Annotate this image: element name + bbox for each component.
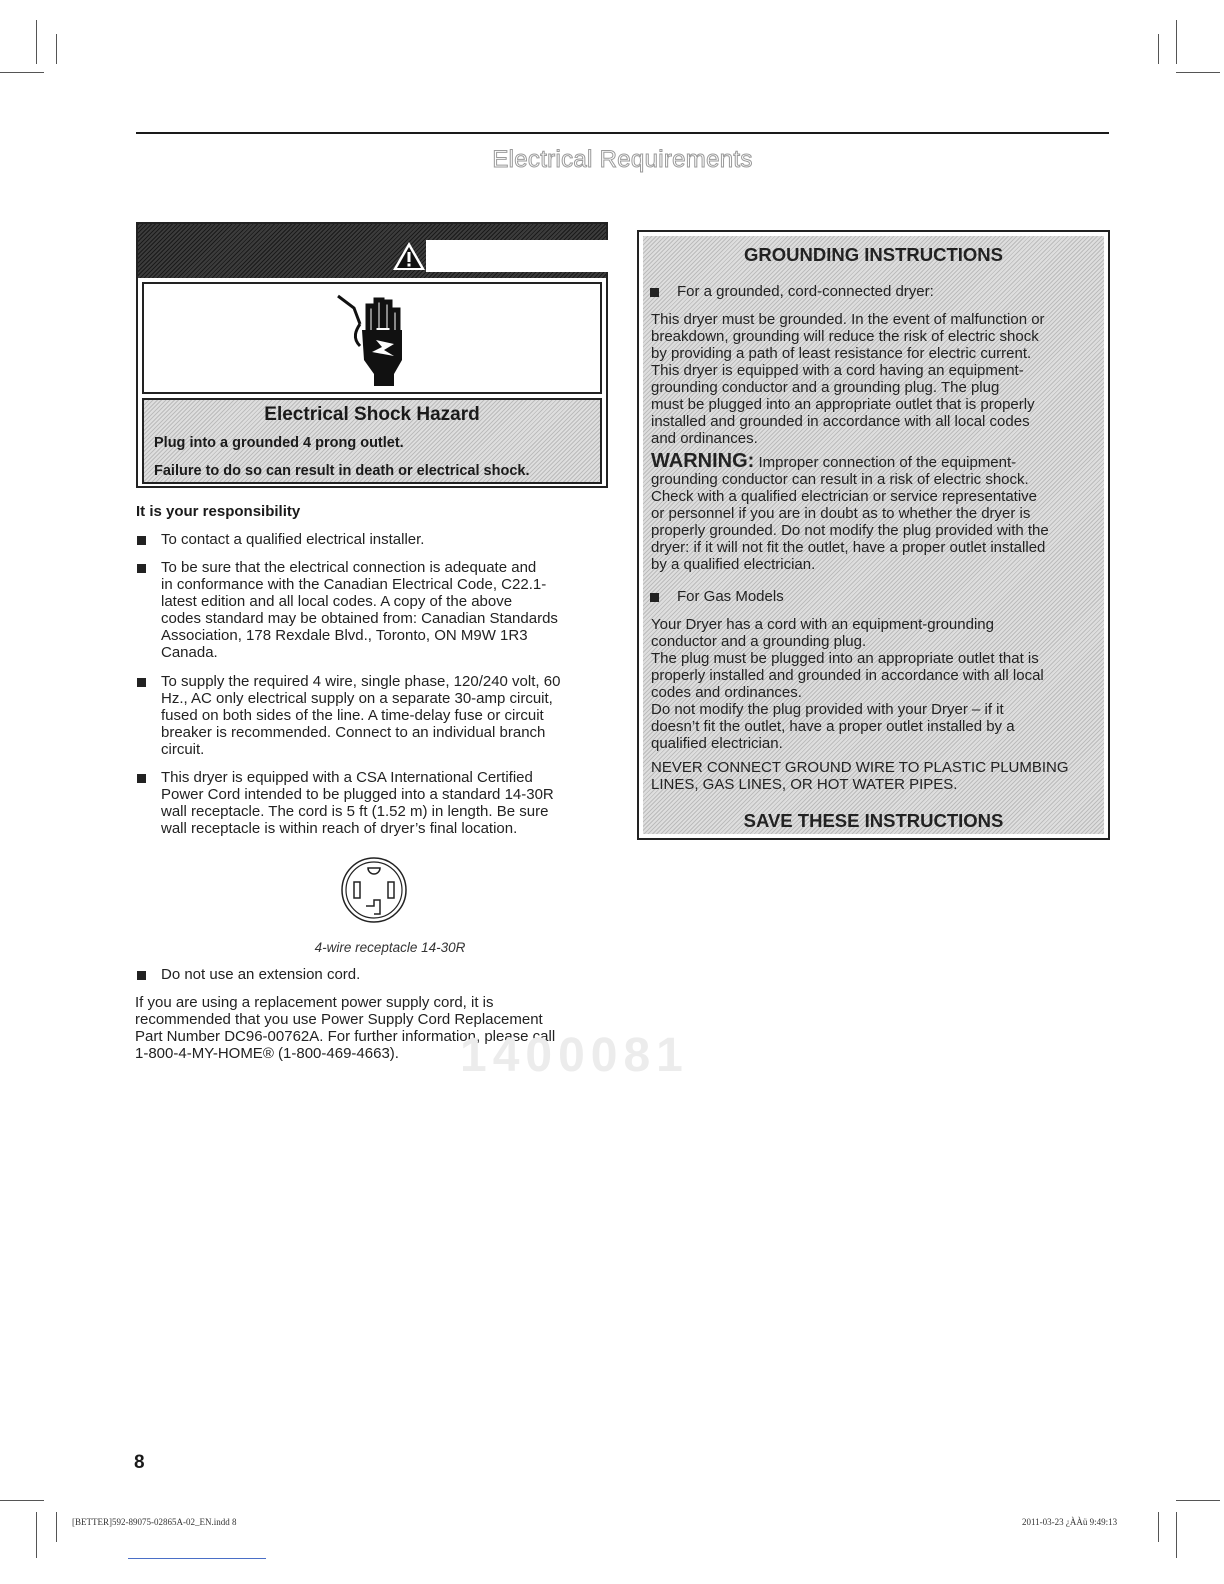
crop-mark — [1158, 34, 1159, 64]
warning-triangle-icon — [392, 240, 426, 272]
grounding-warning — [651, 450, 1049, 573]
resp-item-4 — [161, 769, 554, 837]
hand-shock-icon — [332, 290, 418, 388]
text-line: latest edition and all local codes. A copy of the above — [161, 593, 513, 610]
crop-mark — [56, 1512, 57, 1542]
text-line: Part Number DC96-00762A. For further information, please call — [135, 1028, 556, 1045]
text-line: Canada. — [161, 644, 218, 661]
text-line: qualified electrician. — [651, 735, 783, 752]
faint-watermark: 1400081 — [460, 1029, 689, 1082]
responsibility-heading: It is your responsibility — [136, 503, 301, 520]
top-rule — [136, 132, 1109, 134]
text-line: NEVER CONNECT GROUND WIRE TO PLASTIC PLUMBING — [651, 759, 1069, 776]
text-line: grounding conductor and a grounding plug. The plug — [651, 379, 1000, 396]
hazard-line-1: Plug into a grounded 4 prong outlet. — [154, 435, 404, 451]
warning-box — [136, 222, 608, 488]
text-line: installed and grounded in accordance with all local codes — [651, 413, 1030, 430]
text-line: This dryer is equipped with a cord having an equipment- — [651, 362, 1024, 379]
text-line: codes standard may be obtained from: Canadian Standards — [161, 610, 558, 627]
crop-mark — [1176, 1512, 1177, 1558]
grounding-bullet-1: For a grounded, cord-connected dryer: — [677, 283, 934, 300]
footer-timestamp: 2011-03-23 ¿ÀÀü 9:49:13 — [1022, 1517, 1118, 1527]
crop-mark — [1176, 1500, 1220, 1501]
text-line: To supply the required 4 wire, single phase, 120/240 volt, 60 — [161, 673, 561, 690]
hazard-line-2: Failure to do so can result in death or electrical shock. — [154, 463, 530, 479]
text-line: LINES, GAS LINES, OR HOT WATER PIPES. — [651, 776, 958, 793]
text-line: in conformance with the Canadian Electrical Code, C22.1- — [161, 576, 547, 593]
text-line: doesn’t fit the outlet, have a proper outlet installed by a — [651, 718, 1015, 735]
grounding-bullet-2: For Gas Models — [677, 588, 784, 605]
footer-file-name: [BETTER]592-89075-02865A-02_EN.indd 8 — [72, 1517, 237, 1527]
text-line: wall receptacle is within reach of dryer’s final location. — [161, 820, 518, 837]
text-line: 1-800-4-MY-HOME® (1-800-469-4663). — [135, 1045, 399, 1062]
text-line: Do not modify the plug provided with your Dryer – if it — [651, 701, 1004, 718]
text-line: properly installed and grounded in accordance with all local — [651, 667, 1044, 684]
blue-underline — [128, 1558, 266, 1559]
bullet-icon — [137, 564, 146, 573]
bullet-icon — [137, 536, 146, 545]
hazard-icon-area — [142, 282, 602, 394]
text-line: circuit. — [161, 741, 205, 758]
text-line: To contact a qualified electrical installer. — [161, 531, 425, 548]
warning-first-line — [651, 450, 1049, 472]
text-line: breakdown, grounding will reduce the risk of electric shock — [651, 328, 1039, 345]
text-line: fused on both sides of the line. A time-delay fuse or circuit — [161, 707, 544, 724]
text-line: by a qualified electrician. — [651, 556, 816, 573]
resp-item-2 — [161, 559, 558, 661]
crop-mark — [36, 1512, 37, 1558]
text-line: This dryer must be grounded. In the event of malfunction or — [651, 311, 1045, 328]
grounding-paragraph-2 — [651, 616, 1044, 752]
never-connect-warning — [651, 759, 1069, 793]
warning-label: WARNING: — [651, 450, 755, 472]
text-line: grounding conductor can result in a risk of electric shock. — [651, 471, 1029, 488]
text-line: The plug must be plugged into an appropriate outlet that is — [651, 650, 1039, 667]
bullet-icon — [650, 288, 659, 297]
text-line: Power Cord intended to be plugged into a standard 14-30R — [161, 786, 554, 803]
text-line: This dryer is equipped with a CSA International Certified — [161, 769, 533, 786]
text-line: codes and ordinances. — [651, 684, 802, 701]
text-line: properly grounded. Do not modify the plug provided with the — [651, 522, 1049, 539]
text-line: by providing a path of least resistance for electric current. — [651, 345, 1032, 362]
crop-mark — [0, 72, 44, 73]
grounding-title: GROUNDING INSTRUCTIONS — [744, 244, 1003, 265]
text-line: wall receptacle. The cord is 5 ft (1.52 m) in length. Be sure — [161, 803, 549, 820]
text-line: Association, 178 Rexdale Blvd., Toronto, ON M9W 1R3 — [161, 627, 528, 644]
page-number: 8 — [134, 1452, 145, 1473]
grounding-box — [637, 230, 1110, 840]
crop-mark — [1176, 72, 1220, 73]
hazard-text-area — [142, 398, 602, 484]
text-line: breaker is recommended. Connect to an individual branch — [161, 724, 546, 741]
extension-item: Do not use an extension cord. — [161, 966, 361, 983]
resp-item-3 — [161, 673, 560, 758]
text-line: and ordinances. — [651, 430, 758, 447]
grounding-panel — [643, 236, 1104, 834]
hazard-title: Electrical Shock Hazard — [264, 404, 480, 425]
text-line: If you are using a replacement power supply cord, it is — [135, 994, 494, 1011]
crop-mark — [36, 20, 37, 64]
text-line: conductor and a grounding plug. — [651, 633, 867, 650]
text-line: recommended that you use Power Supply Cord Replacement — [135, 1011, 543, 1028]
receptacle-14-30r-icon — [340, 856, 408, 924]
warning-word-box — [426, 240, 624, 272]
bullet-icon — [137, 678, 146, 687]
bullet-icon — [137, 971, 146, 980]
page-title: Electrical Requirements — [492, 146, 753, 173]
text-line: To be sure that the electrical connection is adequate and — [161, 559, 537, 576]
crop-mark — [1158, 1512, 1159, 1542]
text-line: Hz., AC only electrical supply on a separate 30-amp circuit, — [161, 690, 553, 707]
resp-item-1 — [161, 531, 424, 548]
text-line: must be plugged into an appropriate outlet that is properly — [651, 396, 1035, 413]
text-line: dryer: if it will not fit the outlet, have a proper outlet installed — [651, 539, 1046, 556]
warning-header — [138, 224, 606, 278]
text-line: or personnel if you are in doubt as to whether the dryer is — [651, 505, 1031, 522]
crop-mark — [0, 1500, 44, 1501]
text-line: Improper connection of the equipment- — [754, 454, 1017, 471]
receptacle-caption: 4-wire receptacle 14-30R — [314, 940, 466, 955]
save-instructions-title: SAVE THESE INSTRUCTIONS — [743, 810, 1004, 831]
bullet-icon — [650, 593, 659, 602]
crop-mark — [1176, 20, 1177, 64]
text-line: Your Dryer has a cord with an equipment-grounding — [651, 616, 994, 633]
grounding-paragraph-1 — [651, 311, 1045, 447]
text-line: Check with a qualified electrician or service representative — [651, 488, 1038, 505]
crop-mark — [56, 34, 57, 64]
bullet-icon — [137, 774, 146, 783]
